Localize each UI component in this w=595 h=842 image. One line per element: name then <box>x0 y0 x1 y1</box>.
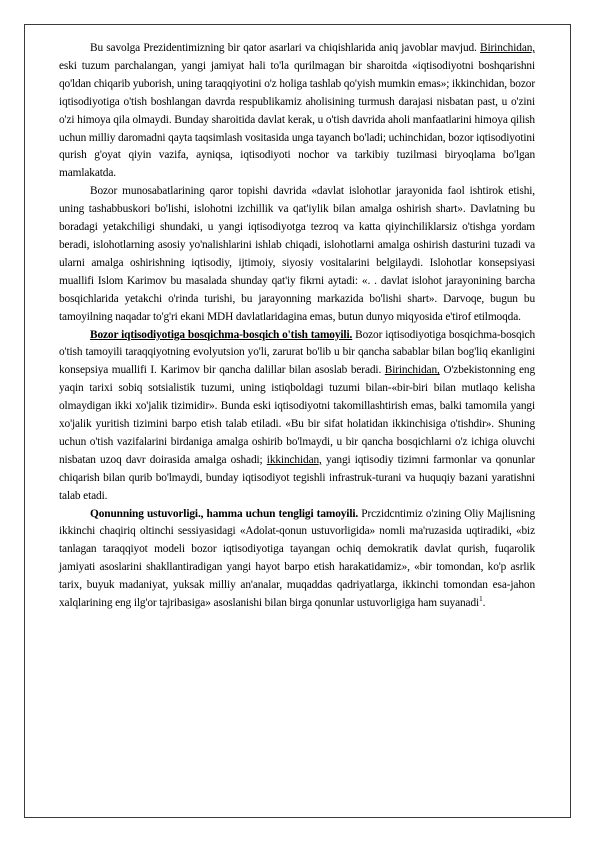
underlined-term: Birinchidan, <box>384 364 440 377</box>
paragraph-1 <box>59 40 535 183</box>
paragraph-3 <box>59 327 535 506</box>
text-run: O'zbekistonning eng yaqin tarixi sobiq sotsialistik tuzumi, uning istiqboldagi tuzumi bilan-«bir-biri bilan mutlaqo kelisha olmaydigan ikki xo'jalik tizimidir». Bunda eski iqtisodiyotni takomillashtirish emas, balki tamomila yangi xo'jalik yuritish tizimini barpo etish talab etiladi. «Bu bir sifat holatidan ikkinchisiga o'tishdir». Shuning uchun o'tish vazifalarini birdaniga amalga oshirib bo'lmaydi, u bir qancha bosqichlarni o'z ichiga oluvchi nisbatan uzoq davr doirasida amalga oshadi; <box>59 364 536 466</box>
text-run: Bozor iqtisodiyotiga bosqichma-bosqich o'tish tamoyili taraqqiyotning evolyutsion yo'li, zarurat bo'lib u bir qancha sabablar bilan bog'liq ekanligini konsepsiya muallifi I. Karimov bir qancha dalillar bilan asoslab beradi. <box>59 328 535 377</box>
section-heading: Bozor iqtisodiyotiga bosqichma-bosqich o'tish tamoyili. <box>90 328 353 341</box>
footnote-marker: 1 <box>479 594 483 604</box>
section-heading: Qonunning ustuvorligi., hamma uchun tengligi tamoyili. <box>90 507 359 520</box>
document-body <box>59 40 535 613</box>
text-run: eski tuzum parchalangan, yangi jamiyat hali to'la qurilmagan bir sharoitda «iqtisodiyotni boshqarishni qo'ldan chiqarib yuborish, uning taraqqiyotini o'z holiga tashlab qo'yish mumkin emas»; ikkinchidan, bozor iqtisodiyotiga o'tish boshlangan davrda respublikamiz aholisining turmush darajasi nisbatan past, u o'zini o'zi himoya qila olmaydi. Bunday sharoitida davlat kerak, u o'tish davrida aholi manfaatlarini himoya qilish uchun milliy daromadni qayta taqsimlash vositasida unga tayanch bo'ladi; uchinchidan, bozor iqtisodiyotini qurish g'oyat qiyin vazifa, ayniqsa, iqtisodiyoti nochor va tarkibiy tuzilmasi biryoqlama bo'lgan mamlakatda. <box>59 59 535 180</box>
text-run: Bozor munosabatlarining qaror topishi davrida «davlat islohotlar jarayonida faol ishtirok etishi, uning tashabbuskori bo'lishi, islohotni izchillik va qat'iylik bilan amalga oshirish shart». Davlatning bu boradagi yetakchiligi shundaki, u yangi iqtisodiyotga tezroq va katta qiyinchiliklarsiz o'tishga yordam beradi, islohotlarning asosiy yo'nalishlarini ishlab chiqadi, islohotlarni amalga oshirish dasturini tuzadi va ularni amalga oshirishning iqtisodiy, ijtimoiy, siyosiy vositalarini belgilaydi. Islohotlar konsepsiyasi muallifi Islom Karimov bu masalada shunday qat'iy fikrni aytadi: «. . davlat islohot jarayonining barcha bosqichlarida yetakchi o'rinda turishi, bu jarayonning markazida bo'lishi shart». Darvoqe, bugun bu tamoyilning naqadar to'g'ri ekani MDH davlatlaridagina emas, butun dunyo miqyosida e'tirof etilmoqda. <box>59 185 535 323</box>
text-run: . <box>482 597 486 610</box>
underlined-term: Birinchidan, <box>480 42 535 54</box>
underlined-term: ikkinchidan, <box>266 453 322 466</box>
text-run: Bu savolga Prezidentimizning bir qator asarlari va chiqishlarida aniq javoblar mavjud. <box>90 42 481 54</box>
paragraph-2 <box>59 183 535 326</box>
text-run: Prczidcntimiz o'zining Oliy Majlisning ikkinchi chaqiriq oltinchi sessiyasidagi «Adolat-qonun ustuvorligida» nomli ma'ruzasida uqtiradiki, «biz tanlagan taraqqiyot modeli bozor iqtisodiyotiga tayangan ochiq demokratik davlat qurish, fuqarolik jamiyati asoslarini shakllantiradigan yangi hayot barpo etish harakatidamiz», «bir tomondan, ko'p asrlik tarix, buyuk madaniyat, yuksak milliy an'analar, muqaddas qadriyatlarga, ikkinchi tomondan esa-jahon xalqlarining eng ilg'or tajribasiga» asoslanishi bilan birga qonunlar ustuvorligiga ham suyanadi <box>59 507 535 610</box>
paragraph-4 <box>59 506 535 613</box>
text-run: yangi iqtisodiy tizimni farmonlar va qonunlar chiqarish bilan qurib bo'lmaydi, bunday iqtisodiyot tegishli infrastruk-turani va huquqiy bazani yaratishni talab etadi. <box>59 453 535 502</box>
